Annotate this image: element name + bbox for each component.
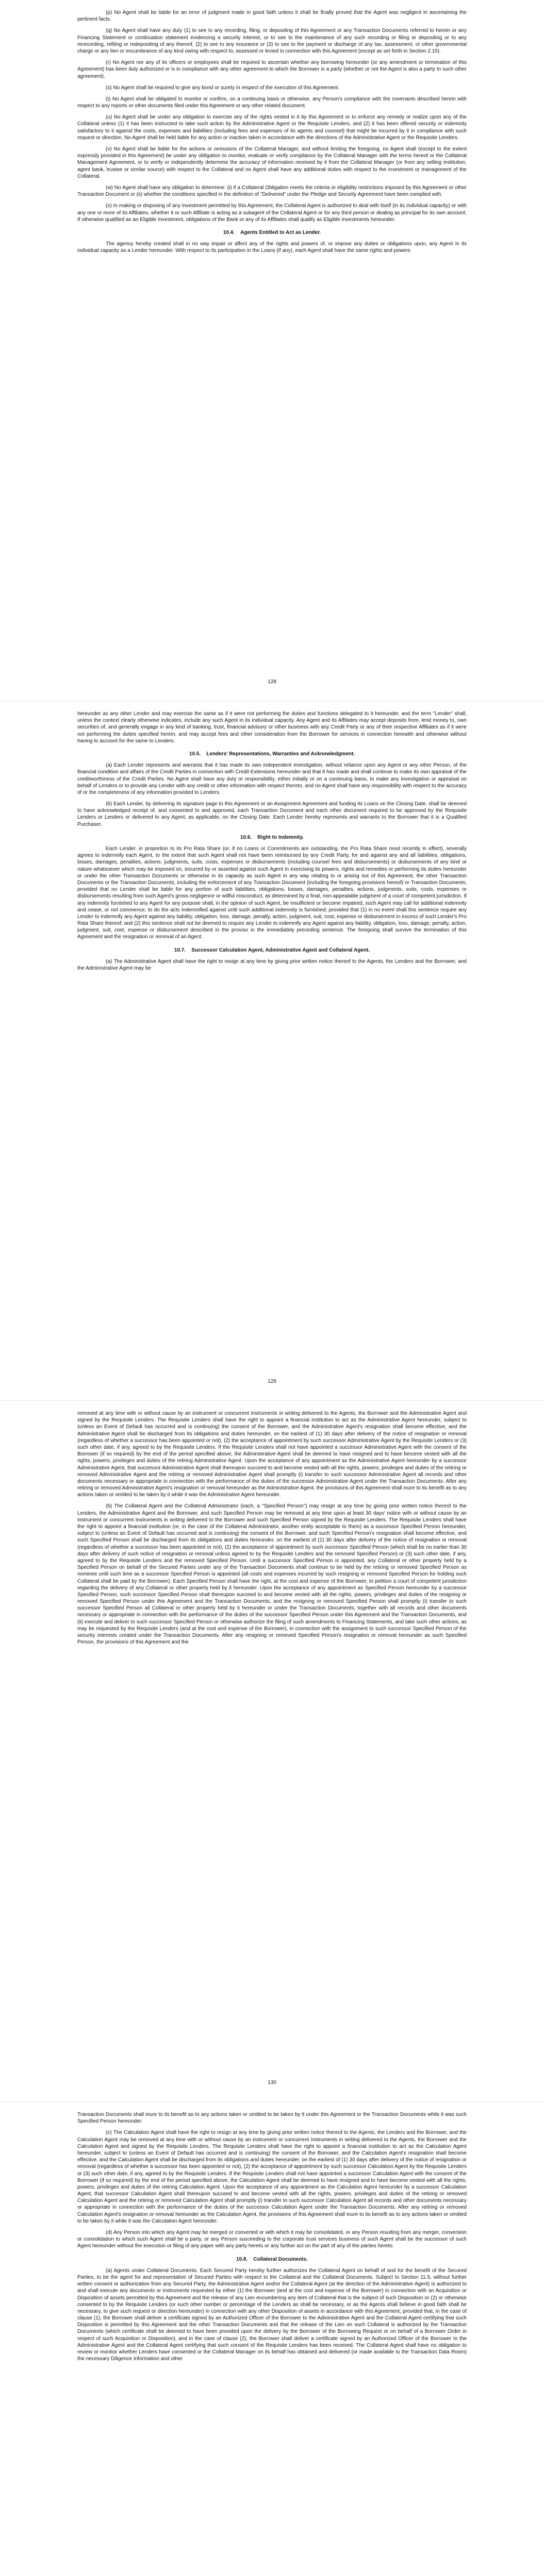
paragraph: (w) No Agent shall have any obligation to determine: (i) if a Collateral Obligation meets the criteria or eligibility restrictions imposed by this Agreement or other Transaction Document or (ii) whether the conditions specified in the definition of "Delivered" under the Pledge and Security Agreement have been complied with.	[77, 184, 467, 198]
section-heading	[77, 947, 467, 954]
paragraph: Each Lender, in proportion to its Pro Rata Share (or, if no Loans or Commitments are outstanding, the Pro Rata Share most recently in effect), severally agrees to indemnify each Agent, to the extent that such Agent shall not have been reimbursed by any Credit Party, for and against any and all liabilities, obligations, losses, damages, penalties, actions, judgments, suits, costs, expenses or disbursements (including counsel fees and disbursements) or disbursements of any kind or nature whatsoever which may be imposed on, incurred by or asserted against such Agent in exercising its powers, rights and remedies or performing its duties hereunder or under the other Transaction Documents or otherwise in its capacity as such Agent in any way relating to or arising out of this Agreement, the other Transaction Documents or the Transaction Documents, including the enforcement of any Transaction Document (including the foregoing provisions hereof) or Transaction Documents; provided that no Lender shall be liable for any portion of such liabilities, obligations, losses, damages, penalties, actions, judgments, suits, costs, expenses or disbursements resulting from such Agent's gross negligence or willful misconduct, as determined by a final, non-appealable judgment of a court of competent jurisdiction. If any indemnity furnished to any Agent for any purpose shall, in the opinion of such Agent, be insufficient or become impaired, such Agent may call for additional indemnity and cease, or not commence, to do the acts indemnified against until such additional indemnity is furnished; provided that (1) in no event shall this sentence require any Lender to indemnify any Agent against any liability, obligation, loss, damage, penalty, action, judgment, suit, cost, expense or disbursement in excess of such Lender's Pro Rata Share thereof; and (2) this sentence shall not be deemed to require any Lender to indemnify any Agent against any liability, obligation, loss, damage, penalty, action, judgment, suit, cost, expense or disbursement described in the proviso in the immediately preceding sentence. The foregoing shall survive the termination of this Agreement and the resignation or removal of an Agent.	[77, 846, 467, 940]
section-heading	[77, 834, 467, 841]
paragraph: (a) Each Lender represents and warrants that it has made its own independent investigation, without reliance upon any Agent or any other Person, of the financial condition and affairs of the Credit Parties in connection with Credit Extensions hereunder and that it has made and shall continue to make its own appraisal of the creditworthiness of the Credit Parties. No Agent shall have any duty or responsibility, either initially or on a continuing basis, to make any investigation or appraisal on behalf of Lenders or to provide any Lender with any credit or other information with respect thereto, and no Agent shall have any responsibility with respect to the accuracy of or the completeness of any information provided to Lenders.	[77, 762, 467, 795]
paragraph: (b) Each Lender, by delivering its signature page to this Agreement or an Assignment Agreement and funding its Loans on the Closing Date, shall be deemed to have acknowledged receipt of, and consented to and approved, each Transaction Document and each other document required to be approved by the Requisite Lenders or Lenders or delivered to any Agent, as applicable, on the Closing Date. Each Lender hereby represents and warrants to the Borrower that it is a Qualified Purchaser.	[77, 801, 467, 827]
page-129	[0, 701, 544, 1400]
section-title: Agents Entitled to Act as Lender.	[240, 229, 321, 235]
section-number: 10.7.	[174, 947, 186, 953]
paragraph: (s) No Agent shall be required to give any bond or surety in respect of the execution of this Agreement.	[106, 84, 340, 91]
paragraph: Transaction Documents shall inure to its benefit as to any actions taken or omitted to be taken by it under this Agreement or the Transaction Documents while it was such Specified Person hereunder.	[77, 2112, 467, 2125]
section-heading	[77, 751, 467, 757]
paragraph: (x) In making or disposing of any investment permitted by this Agreement, the Collateral Agent is authorized to deal with itself (in its individual capacity) or with any one or more of its Affiliates, whether it or such Affiliate is acting as a subagent of the Collateral Agent or for any third person or dealing as principal for its own account. If otherwise qualified as an Eligible Investment, obligations of the Bank or any of its Affiliates shall qualify as Eligible Investments hereunder.	[77, 203, 467, 223]
paragraph: (r) No Agent nor any of its officers or employees shall be required to ascertain whether any borrowing hereunder (or any amendment or termination of this Agreement) has been duly authorized or is in compliance with any other agreement to which the Borrower is a party (whether or not the Agent is also a party to such other agreement).	[77, 60, 467, 79]
page-number: 129	[268, 1378, 276, 1384]
paragraph: (t) No Agent shall be obligated to monitor or confirm, on a continuing basis or otherwise, any Person's compliance with the covenants described herein with respect to any reports or other documents filed under this Agreement or any other related document.	[77, 96, 467, 109]
page-number: 128	[268, 679, 276, 685]
page-130	[0, 1401, 544, 2102]
section-heading	[77, 2256, 467, 2263]
paragraph: (p) No Agent shall be liable for an error of judgment made in good faith unless it shall be finally proved that the Agent was negligent in ascertaining the pertinent facts.	[77, 10, 467, 23]
section-number: 10.8.	[236, 2256, 248, 2262]
paragraph: (a) The Administrative Agent shall have the right to resign at any time by giving prior written notice thereof to the Agents, the Lenders and the Borrower, and the Administrative Agent may be	[77, 958, 467, 971]
section-number: 10.4.	[223, 229, 235, 235]
section-title: Collateral Documents.	[253, 2256, 308, 2262]
paragraph: (u) No Agent shall be under any obligation to exercise any of the rights vested in it by this Agreement or to enforce any remedy or realize upon any of the Collateral unless (1) it has been instructed to take such action by the Administrative Agent or the Requisite Lenders, and (2) it has been offered security or indemnity satisfactory to it against the costs, expenses and liabilities (including fees and expenses of its agents and counsel) that might be incurred by it in compliance with such request or direction. No Agent shall be held liable for any action or inaction taken in accordance with the directions of the Administrative Agent or the Requisite Lenders.	[77, 114, 467, 141]
paragraph: The agency hereby created shall in no way impair or affect any of the rights and powers of, or impose any duties or obligations upon, any Agent in its individual capacity as a Lender hereunder. With respect to its participation in the Loans (if any), each Agent shall have the same rights and powers	[77, 241, 467, 254]
paragraph: hereunder as any other Lender and may exercise the same as if it were not performing the duties and functions delegated to it hereunder, and the term "Lender" shall, unless the context clearly otherwise indicates, include any such Agent in its individual capacity. Any Agent and its Affiliates may accept deposits from, lend money to, own securities of, and generally engage in any kind of banking, trust, financial advisory or other business with any Credit Party or any of their respective Affiliates as if it were not performing the duties specified herein, and may accept fees and other consideration from the Borrower for services in connection herewith and otherwise without having to account for the same to Lenders.	[77, 711, 467, 744]
paragraph: (b) The Collateral Agent and the Collateral Administrator (each, a "Specified Person") may resign at any time by giving prior written notice thereof to the Lenders, the Administrative Agent and the Borrower, and such Specified Person may be removed at any time upon at least 30 days' notice with or without cause by an instrument or concurrent instruments in writing delivered to the Borrower and such Specified Person signed by the Requisite Lenders. The Requisite Lenders shall have the right to appoint a financial institution (or, in the case of the Collateral Administrator, another entity acceptable to them) as a successor Specified Person hereunder, subject to (unless an Event of Default has occurred and is continuing) the consent of the Borrower, and such Specified Person's resignation shall become effective, and such Specified Person shall be discharged from its obligations and duties hereunder, on the earliest of (1) 30 days after delivery of the notice of resignation or removal (regardless of whether a successor has been appointed or not), (2) the acceptance of appointment by such successor Specified Person (which shall be no earlier than 30 days after delivery of such notice of resignation or removal unless agreed to by the Requisite Lenders and the removed Specified Person) or (3) such other date, if any, agreed to by the Requisite Lenders and the removed Specified Person. Until a successor Specified Person is appointed, any Collateral or other property held by a Specified Person on behalf of the Secured Parties under any of the Transaction Documents shall continue to be held by the retiring or removed Specified Person as nominee until such time as a successor Specified Person is appointed (all costs and expenses incurred by such resigning or removed Specified Person for holding such Collateral shall be paid by the Borrower). Each Specified Person shall have the right, at the cost and expense of the Borrower, to petition a court of competent jurisdiction regarding the delivery of any Collateral or other property held by it hereunder. Upon the acceptance of any appointment as Specified Person hereunder by a successor Specified Person, such successor Specified Person shall thereupon succeed to and become vested with all the rights, powers, privileges and duties of the resigning or removed Specified Person under this Agreement and the Transaction Documents, and the resigning or removed Specified Person shall promptly (i) transfer to such successor Specified Person all Collateral or other property held by it hereunder or under the Transaction Documents, together with all records and other documents necessary or appropriate in connection with the performance of the duties of the successor Specified Person under this Agreement and the Transaction Documents, and (ii) execute and deliver to such successor Specified Person or otherwise authorize the filing of such amendments to Financing Statements, and take such other actions, as may be requested by the Requisite Lenders (and at the cost and expense of the Borrower), in connection with the assignment to such successor Specified Person of the security interests created under the Transaction Documents. After any resigning or removed Specified Person's resignation or removal hereunder as such Specified Person, the provisions of this Agreement and the	[77, 1503, 467, 1646]
paragraph: (a) Agents under Collateral Documents. Each Secured Party hereby further authorizes the Collateral Agent on behalf of and for the benefit of the Secured Parties, to be the agent for and representative of Secured Parties with respect to the Collateral and the Collateral Documents. Subject to Section 11.5, without further written consent or authorization from any Secured Party, the Administrative Agent and/or the Collateral Agent (at the direction of the Administrative Agent) is authorized to and shall execute any documents or instruments requested by either (1) the Borrower (and at the cost and expense of the Borrower) in connection with an Acquisition or Disposition of assets permitted by this Agreement and the release of any Lien encumbering any item of Collateral that is the subject of such Disposition or (2) or otherwise consented to by the Requisite Lenders (or such other number or percentage of the Lenders as shall be necessary, or as the Agents shall believe in good faith shall be necessary, to give such request or direction hereunder) in connection with any other Disposition of assets in accordance with this Agreement; provided that, in the case of clause (1), the Borrower shall deliver a certificate signed by an Authorized Officer of the Borrower to the Administrative Agent and the Collateral Agent certifying that such Disposition is permitted by this Agreement and the other Transaction Documents and that the release of the Lien on such Collateral is authorized by the Transaction Documents (which certificate shall be deemed to have been provided upon the delivery by the Borrower of the Borrowing Request or on behalf of a Borrower Order in respect of such Acquisition or Disposition), and in the case of clause (2), the Borrower shall deliver a certificate signed by an Authorized Officer of the Borrower to the Administrative Agent and the Collateral Agent certifying that such consent of the Requisite Lenders has been received. The Collateral Agent shall have no obligation to review or monitor whether Lenders have consented or the Collateral Manager on its behalf has obtained and delivered (or made available to the Transaction Data Room) the necessary Diligence Information and other	[77, 2267, 467, 2362]
paragraph: (v) No Agent shall be liable for the actions or omissions of the Collateral Manager, and without limiting the foregoing, no Agent shall (except to the extent expressly provided in this Agreement) be under any obligation to monitor, evaluate or verify compliance by the Collateral Manager with the terms hereof or the Collateral Management Agreement, or to verify or independently determine the accuracy of information received by it from the Collateral Manager (or from any selling institution, agent bank, trustee or similar source) with respect to the Collateral and no Agent shall have any additional duties with respect to the investment or management of the Collateral.	[77, 146, 467, 179]
section-title: Right to Indemnity.	[257, 834, 304, 840]
section-number: 10.6.	[240, 834, 252, 840]
paragraph: (d) Any Person into which any Agent may be merged or converted or with which it may be consolidated, or any Person resulting from any merger, conversion or consolidation to which such Agent shall be a party, or any Person succeeding to the corporate trust services business of such Agent shall be the successor of such Agent hereunder without the execution or filing of any paper with any party hereto or any further act on the part of any of the parties hereto.	[77, 2230, 467, 2249]
paragraph: removed at any time with or without cause by an instrument or concurrent instruments in writing delivered to the Agents, the Borrower and the Administrative Agent and signed by the Requisite Lenders. The Requisite Lenders shall have the right to appoint a financial institution to act as the Administrative Agent hereunder, subject to (unless an Event of Default has occurred and is continuing) the consent of the Borrower, and the Administrative Agent's resignation shall become effective, and the Administrative Agent shall be discharged from its obligations and duties hereunder, on the earliest of (1) 30 days after delivery of the notice of resignation or removal (regardless of whether a successor has been appointed or not), (2) the acceptance of appointment by such successor Administrative Agent by the Requisite Lenders or (3) such other date, if any, agreed to by the Requisite Lenders. If the Requisite Lenders shall not have appointed a successor Administrative Agent with the consent of the Borrower (if so required) by the end of the period specified above, the Administrative Agent shall be deemed to have resigned and to have become vested with all the rights, powers, privileges and duties of the retiring Administrative Agent. Upon the acceptance of any appointment as the Administrative Agent hereunder by a successor Administrative Agent, that successor Administrative Agent shall thereupon succeed to and become vested with all the rights, powers, privileges and duties of the retiring or removed Administrative Agent and the retiring or removed Administrative Agent shall promptly (i) transfer to such successor Administrative Agent all records and other documents necessary or appropriate in connection with the performance of the duties of the successor Administrative Agent under the Transaction Documents. After any retiring or removed Administrative Agent's resignation or removal hereunder as the Administrative Agent, the provisions of this Agreement shall inure to its benefit as to any actions taken or omitted to be taken by it while it was the Administrative Agent hereunder.	[77, 1411, 467, 1498]
section-number: 10.5.	[189, 751, 201, 757]
section-title: Lenders' Representations, Warranties and Acknowledgment.	[206, 751, 355, 757]
section-heading	[77, 229, 467, 236]
page-number: 130	[268, 2079, 276, 2086]
page-128	[0, 0, 544, 701]
section-title: Successor Calculation Agent, Administrative Agent and Collateral Agent.	[191, 947, 370, 953]
paragraph: (c) The Calculation Agent shall have the right to resign at any time by giving prior written notice thereof to the Agents, the Lenders and the Borrower, and the Calculation Agent may be removed at any time with or without cause by an instrument or concurrent instruments in writing delivered to the Agents, the Borrower and the Calculation Agent and signed by the Requisite Lenders. The Requisite Lenders shall have the right to appoint a financial institution to act as the Calculation Agent hereunder, subject to (unless an Event of Default has occurred and is continuing) the consent of the Borrower, and the Calculation Agent's resignation shall become effective, and the Calculation Agent shall be discharged from its obligations and duties hereunder, on the earliest of (1) 30 days after delivery of the notice of resignation or removal (regardless of whether a successor has been appointed or not), (2) the acceptance of appointment by such successor Calculation Agent by the Requisite Lenders or (3) such other date, if any, agreed to by the Requisite Lenders. If the Requisite Lenders shall not have appointed a successor Calculation Agent with the consent of the Borrower (if so required) by the end of the period specified above, the Calculation Agent shall be deemed to have resigned and to have become vested with all the rights, powers, privileges and duties of the retiring Calculation Agent. Upon the acceptance of any appointment as the Calculation Agent hereunder by a successor Calculation Agent, that successor Calculation Agent shall thereupon succeed to and become vested with all the rights, powers, privileges and duties of the retiring or removed Calculation Agent and the retiring or removed Calculation Agent shall promptly (i) transfer to such successor Calculation Agent all records and other documents necessary or appropriate in connection with the performance of the duties of the successor Calculation Agent under the Transaction Documents. After any retiring or removed Calculation Agent's resignation or removal hereunder as the Calculation Agent, the provisions of this Agreement shall inure to its benefit as to any actions taken or omitted to be taken by it while it was the Calculation Agent hereunder.	[77, 2130, 467, 2224]
paragraph: (q) No Agent shall have any duty (1) to see to any recording, filing, or depositing of this Agreement or any Transaction Documents referred to herein or any Financing Statement or continuation statement evidencing a security interest, or to see to the maintenance of any such recording or filing or depositing or to any rerecording, refiling or redepositing of any thereof, (2) to see to any insurance or (3) to see to the payment or discharge of any tax, assessment, or other governmental charge or any lien or encumbrance of any kind owing with respect to, assessed or levied in connection with this Agreement (except as set forth in Section 2.15).	[77, 28, 467, 54]
page-131	[0, 2102, 544, 2576]
